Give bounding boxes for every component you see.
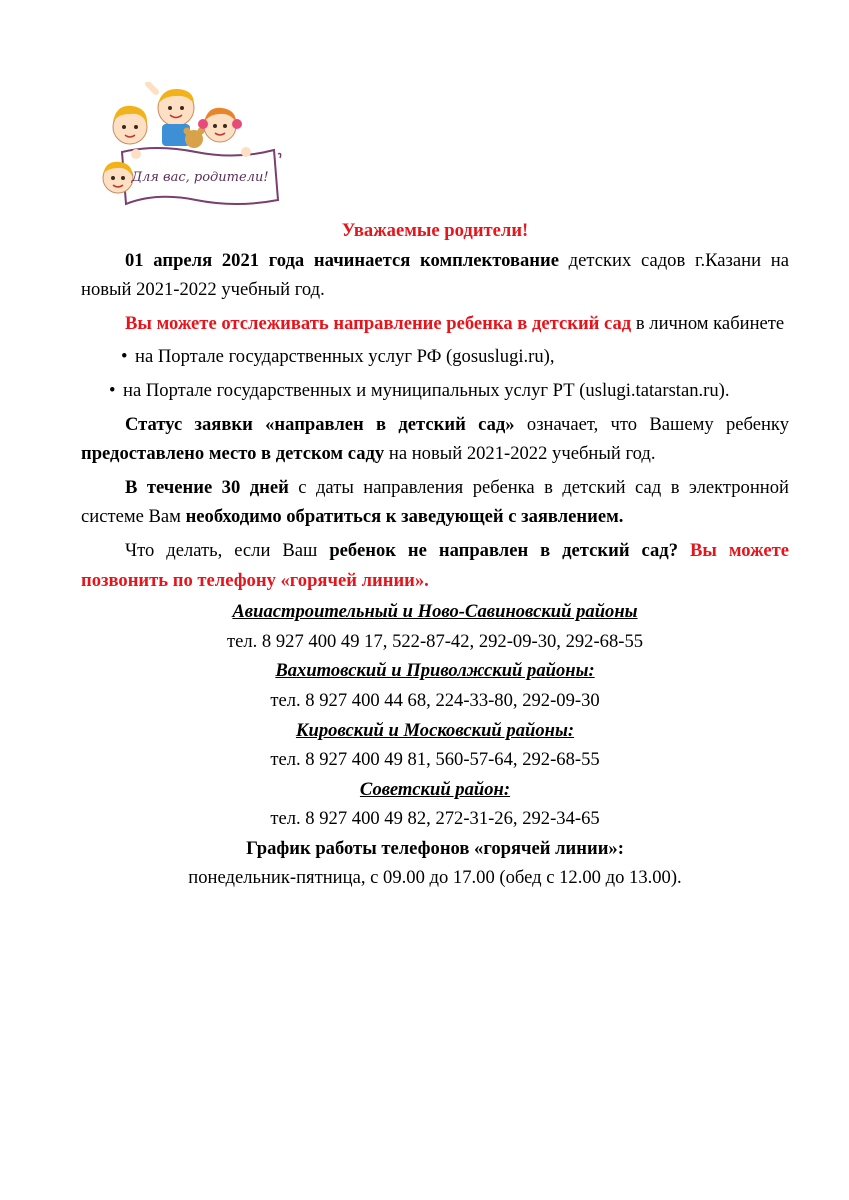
bullet-item <box>81 376 789 406</box>
bullet-text: на Портале государственных и муниципальных услуг РТ (uslugi.tatarstan.ru). <box>123 379 730 401</box>
district-name: Советский район: <box>359 778 511 800</box>
bullet-text: на Портале государственных услуг РФ (gosuslugi.ru), <box>135 346 555 368</box>
status-rest: на новый 2021-2022 учебный год. <box>384 443 656 465</box>
bullet-dot: • <box>109 379 116 401</box>
hotline-red: Вы можете позвонить по телефону «горячей линии». <box>81 539 789 591</box>
status-bold-1: Статус заявки «направлен в детский сад» <box>125 413 515 435</box>
start-date-bold: 01 апреля 2021 года начинается комплектование <box>125 249 559 271</box>
bullet-dot: • <box>121 346 128 368</box>
paragraph-deadline <box>81 473 789 532</box>
start-date-rest: детских садов г.Казани на новый 2021-2022 учебный год. <box>81 249 789 301</box>
deadline-bold-1: В течение 30 дней <box>125 476 289 498</box>
paragraph-status <box>81 410 789 469</box>
bullet-item <box>81 342 789 372</box>
status-bold-2: предоставлено место в детском саду <box>81 443 385 465</box>
district-phones: тел. 8 927 400 49 17, 522-87-42, 292-09-30, 292-68-55 <box>226 630 644 652</box>
deadline-mid: с даты направления ребенка в детский сад в электронной системе Вам <box>81 476 789 528</box>
district-name: Вахитовский и Приволжский районы: <box>275 660 595 682</box>
paragraph-hotline <box>81 536 789 595</box>
district-name: Кировский и Московский районы: <box>295 719 575 741</box>
greeting-title: Уважаемые родители! <box>341 220 529 241</box>
parents-logo <box>96 82 282 216</box>
paragraph-start-date <box>81 246 789 305</box>
hotline-plain: Что делать, если Ваш <box>125 539 330 561</box>
district-name: Авиастроительный и Ново-Савиновский районы <box>232 601 638 623</box>
tracking-red: Вы можете отслеживать направление ребенка в детский сад <box>125 312 632 334</box>
document-body <box>81 216 789 893</box>
schedule-title: График работы телефонов «горячей линии»: <box>246 837 624 859</box>
district-list <box>81 597 789 834</box>
schedule-hours: понедельник-пятница, с 09.00 до 17.00 (обед с 12.00 до 13.00). <box>188 867 682 889</box>
deadline-bold-2: необходимо обратиться к заведующей с заявлением. <box>185 506 624 528</box>
district-phones: тел. 8 927 400 49 82, 272-31-26, 292-34-65 <box>270 808 600 830</box>
logo-caption: Для вас, родители! <box>131 170 269 185</box>
paragraph-tracking <box>81 309 789 339</box>
district-phones: тел. 8 927 400 44 68, 224-33-80, 292-09-30 <box>270 689 600 711</box>
hotline-bold: ребенок не направлен в детский сад? <box>329 539 678 561</box>
tracking-rest: в личном кабинете <box>631 312 785 334</box>
district-phones: тел. 8 927 400 49 81, 560-57-64, 292-68-55 <box>270 749 600 771</box>
status-mid: означает, что Вашему ребенку <box>514 413 789 435</box>
